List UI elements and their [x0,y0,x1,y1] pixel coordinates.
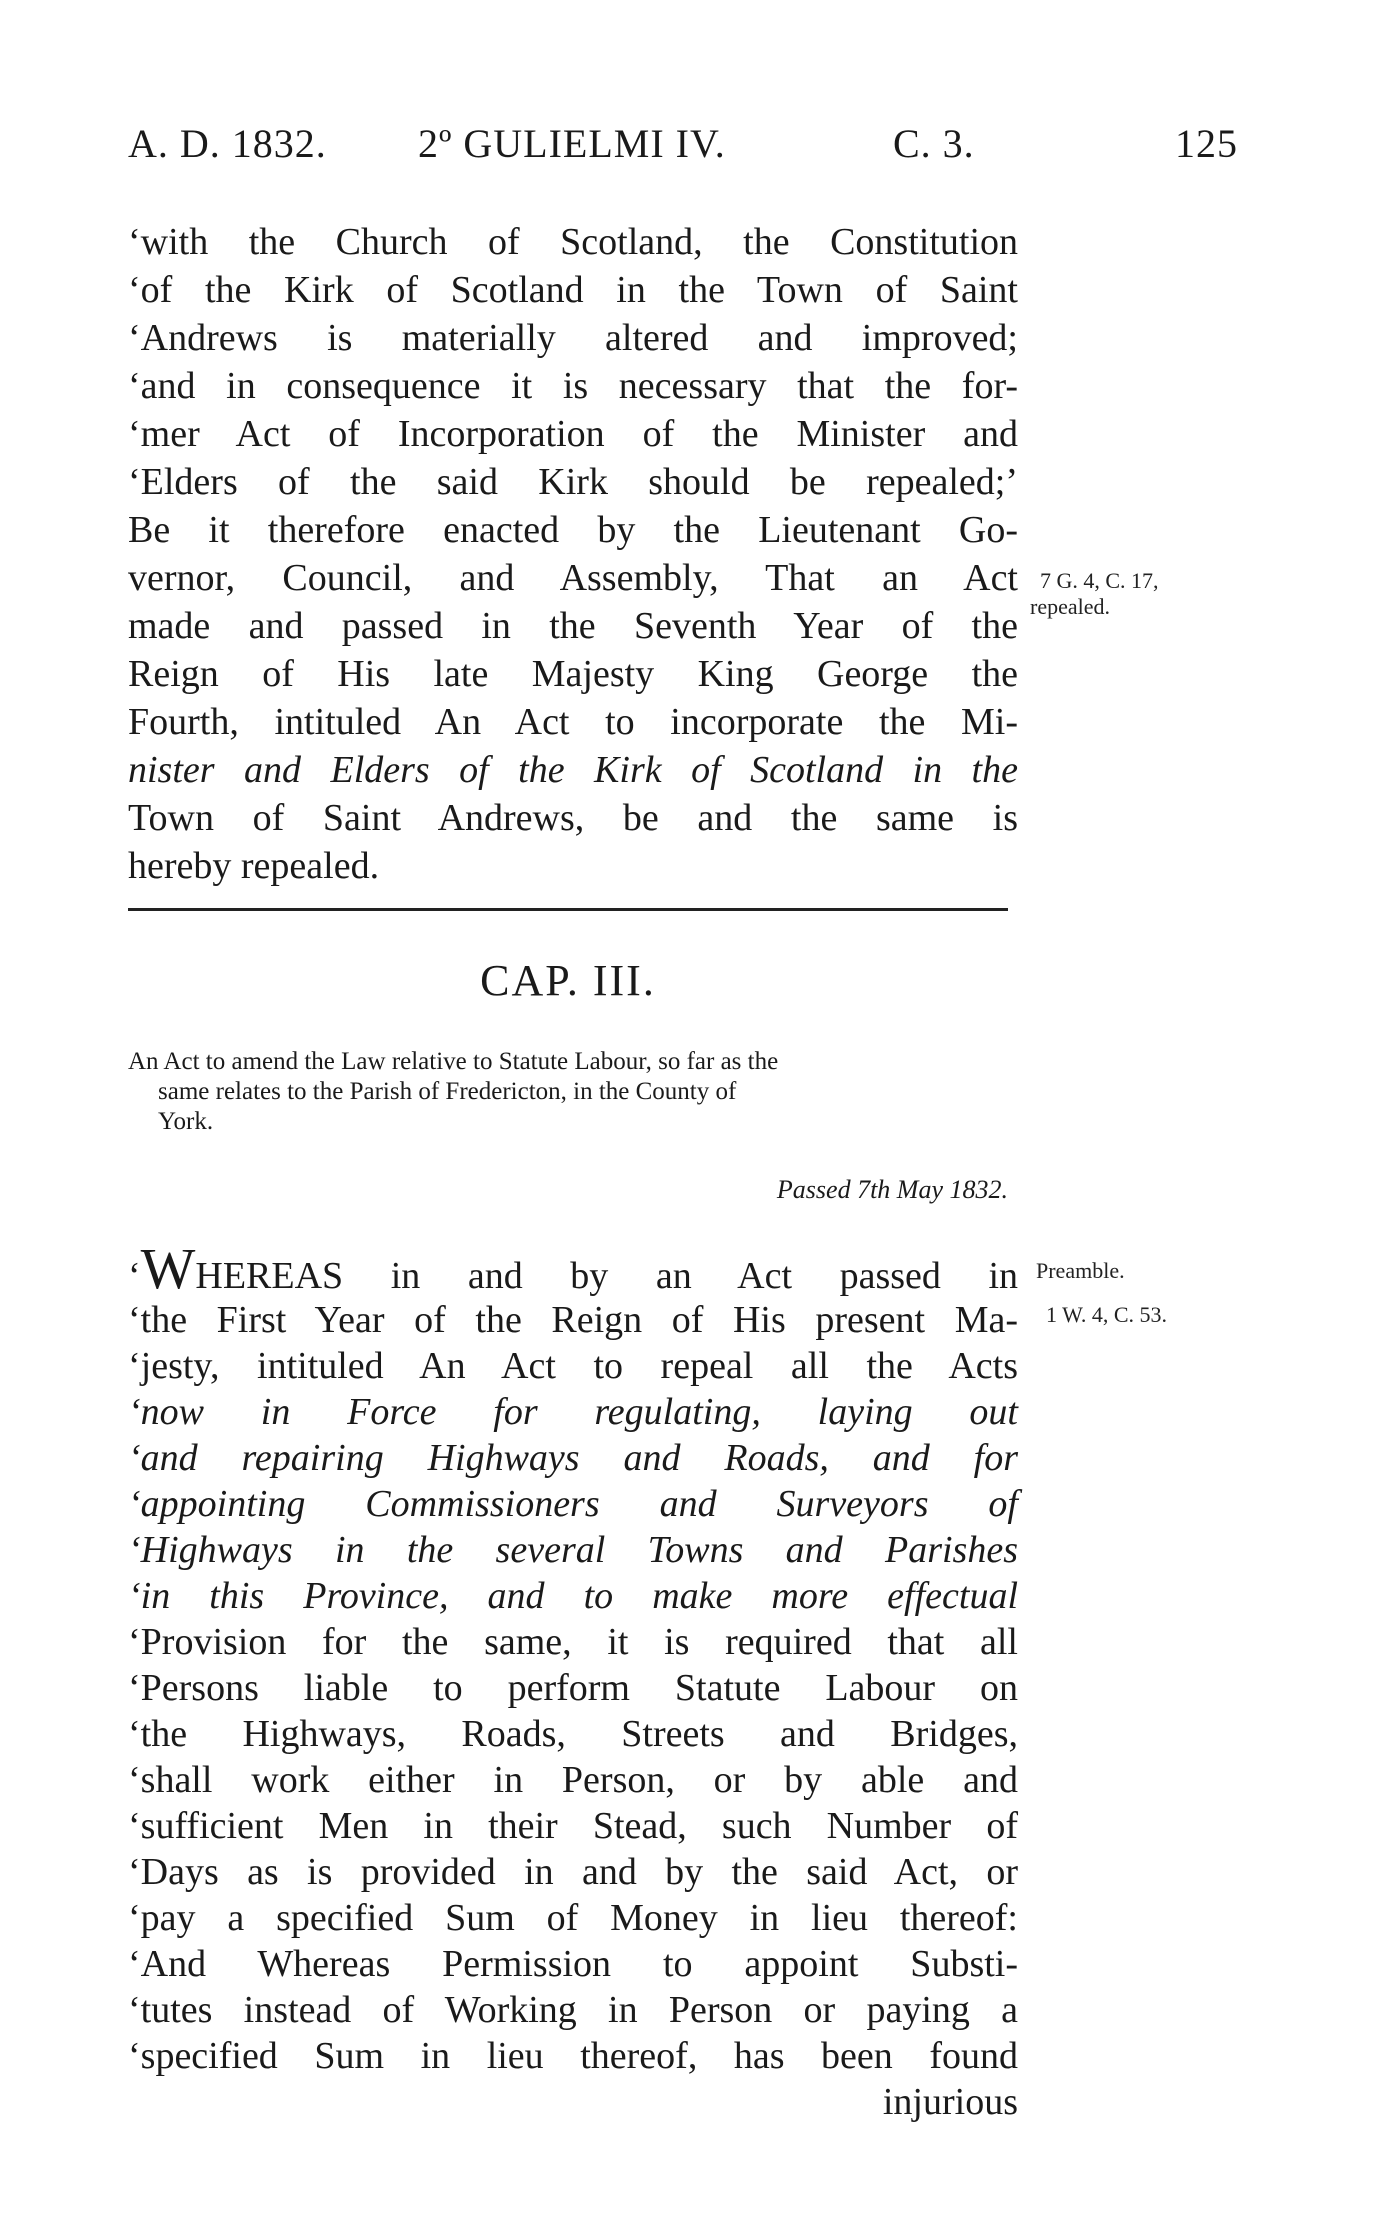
text-line: ‘of the Kirk of Scotland in the Town of Saint [128,269,1018,311]
header-chapter: C. 3. [893,121,975,166]
text-line: ‘now in Force for regulating, laying out [128,1391,1018,1433]
text-line: ‘pay a specified Sum of Money in lieu thereof: [128,1897,1018,1939]
text-line: vernor, Council, and Assembly, That an Act [128,557,1018,599]
passed-date: Passed 7th May 1832. [776,1175,1008,1204]
text-line: ‘the First Year of the Reign of His present Ma- [128,1299,1018,1341]
text-line: Fourth, intituled An Act to incorporate the Mi- [128,701,1018,743]
text-line: ‘Elders of the said Kirk should be repealed;’ [128,461,1018,503]
text-line: ‘Highways in the several Towns and Parishes [128,1529,1018,1571]
text-line: made and passed in the Seventh Year of the [128,605,1018,647]
text-line: ‘in this Province, and to make more effectual [128,1575,1018,1617]
margin-note-preamble: Preamble. [1036,1258,1125,1283]
text-line: ‘jesty, intituled An Act to repeal all the Acts [128,1345,1018,1387]
text-line: ‘Days as is provided in and by the said Act, or [128,1851,1018,1893]
text-line: ‘shall work either in Person, or by able and [128,1759,1018,1801]
margin-note-preamble-ref: 1 W. 4, C. 53. [1046,1302,1168,1327]
margin-note-repeal-ref: 7 G. 4, C. 17, [1040,568,1159,593]
text-line: Reign of His late Majesty King George the [128,653,1018,695]
header-year: A. D. 1832. [128,121,327,166]
text-line: Town of Saint Andrews, be and the same is [128,797,1018,839]
chapter-title: CAP. III. [480,956,656,1005]
text-line: hereby repealed. [128,845,380,887]
margin-note-repealed: repealed. [1030,594,1110,619]
text-line: ‘mer Act of Incorporation of the Minister and [128,413,1018,455]
text-line: ‘And Whereas Permission to appoint Substi- [128,1943,1018,1985]
section-divider [128,908,1008,911]
text-line: ‘Provision for the same, it is required that all [128,1621,1018,1663]
text-line: ‘specified Sum in lieu thereof, has been found [128,2035,1018,2077]
text-line: ‘tutes instead of Working in Person or paying a [128,1989,1018,2031]
page-number: 125 [1175,121,1238,166]
text-line: ‘with the Church of Scotland, the Constitution [128,221,1018,263]
chapter-summary-line: York. [158,1108,214,1135]
running-header [128,120,1238,180]
text-line: nister and Elders of the Kirk of Scotland in the [128,749,1018,791]
text-line: ‘sufficient Men in their Stead, such Number of [128,1805,1018,1847]
text-line: ‘and in consequence it is necessary that the for- [128,365,1018,407]
drop-cap-letter: W [140,1236,196,1301]
text-line [128,1236,1018,1301]
open-quote: ‘ [128,1255,141,1297]
chapter-summary-line: same relates to the Parish of Fredericton, in the County of [158,1078,737,1105]
text-line: ‘Andrews is materially altered and improved; [128,317,1018,359]
text-line: Be it therefore enacted by the Lieutenant Go- [128,509,1018,551]
text-line: ‘Persons liable to perform Statute Labour on [128,1667,1018,1709]
text-line: ‘appointing Commissioners and Surveyors of [128,1483,1018,1525]
chapter-summary-line: An Act to amend the Law relative to Statute Labour, so far as the [128,1048,779,1075]
catchword: injurious [882,2081,1018,2123]
header-reign: 2º GULIELMI IV. [418,121,726,166]
text-line: ‘the Highways, Roads, Streets and Bridges, [128,1713,1018,1755]
text-line: ‘and repairing Highways and Roads, and for [128,1437,1018,1479]
first-line-text: HEREAS in and by an Act passed in [195,1255,1018,1297]
